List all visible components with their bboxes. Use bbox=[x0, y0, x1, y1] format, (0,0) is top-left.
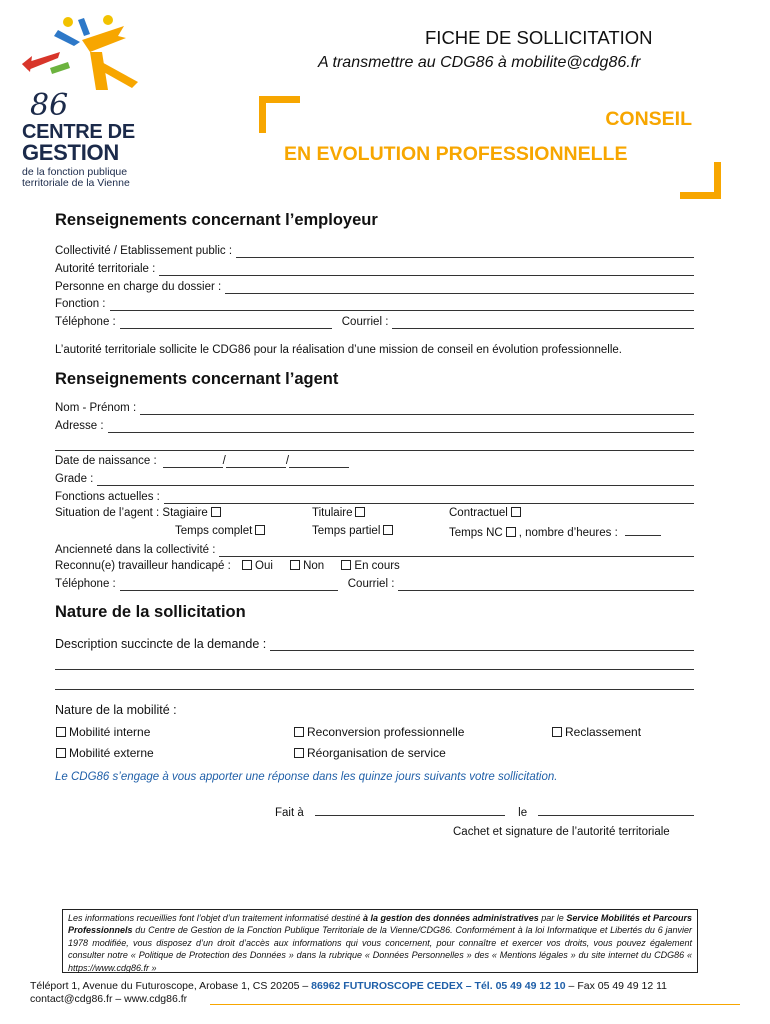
adresse-blank-2[interactable] bbox=[55, 440, 694, 451]
reclassement-checkbox[interactable] bbox=[552, 727, 562, 737]
nature-heading: Nature de la sollicitation bbox=[55, 603, 246, 621]
adresse-line2[interactable] bbox=[55, 437, 694, 451]
description-line2[interactable] bbox=[55, 656, 694, 670]
birth-year-blank[interactable] bbox=[289, 457, 349, 468]
agent-email-blank[interactable] bbox=[398, 580, 694, 591]
mobilite-externe-checkbox[interactable] bbox=[56, 748, 66, 758]
adresse-field[interactable]: Adresse : bbox=[55, 419, 694, 433]
situation-label: Situation de l’agent : Stagiaire bbox=[55, 507, 224, 519]
fonctions-field[interactable]: Fonctions actuelles : bbox=[55, 490, 694, 504]
personne-field[interactable]: Personne en charge du dossier : bbox=[55, 280, 694, 294]
bracket-top-left-icon bbox=[259, 96, 300, 133]
temps-partiel-option: Temps partiel bbox=[312, 525, 396, 537]
birth-day-blank[interactable] bbox=[163, 457, 223, 468]
anciennete-field[interactable]: Ancienneté dans la collectivité : bbox=[55, 543, 694, 557]
heures-blank[interactable] bbox=[625, 525, 661, 536]
description-line3[interactable] bbox=[55, 676, 694, 690]
fonction-field[interactable]: Fonction : bbox=[55, 297, 694, 311]
description-blank-3[interactable] bbox=[55, 679, 694, 690]
employer-statement: L’autorité territoriale sollicite le CDG86 pour la réalisation d’une mission de conseil en évolution professionnelle. bbox=[55, 344, 623, 356]
collectivite-blank[interactable] bbox=[236, 247, 694, 258]
date-blank[interactable] bbox=[538, 805, 694, 816]
nom-blank[interactable] bbox=[140, 404, 694, 415]
fait-a-row: Fait à le bbox=[275, 805, 694, 819]
mobilite-interne-option: Mobilité interne bbox=[53, 725, 150, 739]
form-subtitle: A transmettre au CDG86 à mobilite@cdg86.fr bbox=[318, 54, 641, 71]
autorite-blank[interactable] bbox=[159, 265, 694, 276]
logo-number: 86 bbox=[30, 88, 69, 123]
autorite-field[interactable]: Autorité territoriale : bbox=[55, 262, 694, 276]
reconversion-checkbox[interactable] bbox=[294, 727, 304, 737]
handicape-row: Reconnu(e) travailleur handicapé : Oui Non En cours bbox=[55, 560, 400, 572]
agent-heading: Renseignements concernant l’agent bbox=[55, 370, 339, 388]
mobilite-label: Nature de la mobilité : bbox=[55, 703, 177, 717]
logo-line2: GESTION bbox=[22, 140, 119, 165]
grade-field[interactable]: Grade : bbox=[55, 472, 694, 486]
bracket-bottom-right-icon bbox=[680, 162, 721, 199]
response-note: Le CDG86 s’engage à vous apporter une réponse dans les quinze jours suivants votre sollicitation. bbox=[55, 771, 558, 783]
birth-month-blank[interactable] bbox=[226, 457, 286, 468]
naissance-field[interactable]: Date de naissance : / / bbox=[55, 454, 694, 468]
employer-heading: Renseignements concernant l’employeur bbox=[55, 211, 378, 229]
adresse-blank[interactable] bbox=[108, 422, 694, 433]
reorganisation-checkbox[interactable] bbox=[294, 748, 304, 758]
reclassement-option: Reclassement bbox=[549, 725, 641, 739]
logo-line1: CENTRE DE bbox=[22, 121, 135, 143]
titulaire-option: Titulaire bbox=[312, 507, 368, 519]
temps-partiel-checkbox[interactable] bbox=[383, 525, 393, 535]
collectivite-field[interactable]: Collectivité / Etablissement public : bbox=[55, 244, 694, 258]
description-blank[interactable] bbox=[270, 640, 694, 651]
contractuel-option: Contractuel bbox=[449, 507, 524, 519]
personne-blank[interactable] bbox=[225, 283, 694, 294]
en-cours-checkbox[interactable] bbox=[341, 560, 351, 570]
temps-nc-checkbox[interactable] bbox=[506, 527, 516, 537]
banner-line1: CONSEIL bbox=[605, 108, 692, 130]
anciennete-blank[interactable] bbox=[219, 546, 694, 557]
description-blank-2[interactable] bbox=[55, 659, 694, 670]
mobilite-externe-option: Mobilité externe bbox=[53, 746, 154, 760]
temps-complet-option: Temps complet bbox=[175, 525, 268, 537]
footer-contact[interactable]: contact@cdg86.fr – www.cdg86.fr bbox=[30, 993, 188, 1005]
mobilite-interne-checkbox[interactable] bbox=[56, 727, 66, 737]
nom-field[interactable]: Nom - Prénom : bbox=[55, 401, 694, 415]
contractuel-checkbox[interactable] bbox=[511, 507, 521, 517]
form-title: FICHE DE SOLLICITATION bbox=[425, 27, 653, 48]
description-field[interactable]: Description succincte de la demande : bbox=[55, 637, 694, 651]
employer-email-blank[interactable] bbox=[392, 318, 694, 329]
non-checkbox[interactable] bbox=[290, 560, 300, 570]
logo-tagline: de la fonction publique territoriale de la Vienne bbox=[22, 166, 130, 189]
grade-blank[interactable] bbox=[97, 475, 694, 486]
banner-line2: EN EVOLUTION PROFESSIONNELLE bbox=[284, 143, 628, 165]
titulaire-checkbox[interactable] bbox=[355, 507, 365, 517]
fait-a-blank[interactable] bbox=[315, 805, 505, 816]
temps-complet-checkbox[interactable] bbox=[255, 525, 265, 535]
footer-address: Téléport 1, Avenue du Futuroscope, Arobase 1, CS 20205 – 86962 FUTUROSCOPE CEDEX – Tél. 05 49 49 12 10 – Fax 05 49 49 12 11 bbox=[30, 980, 668, 992]
employer-phone-row: Téléphone : Courriel : bbox=[55, 315, 694, 329]
fonctions-blank[interactable] bbox=[164, 493, 694, 504]
oui-checkbox[interactable] bbox=[242, 560, 252, 570]
employer-phone-blank[interactable] bbox=[120, 318, 332, 329]
reconversion-option: Reconversion professionnelle bbox=[291, 725, 464, 739]
agent-phone-blank[interactable] bbox=[120, 580, 338, 591]
stagiaire-checkbox[interactable] bbox=[211, 507, 221, 517]
legal-notice: Les informations recueillies font l’objet d’un traitement informatisé destiné à la gestion des données administratives par le Service Mobilités et Parcours Professionnels du Centre de Gestion de la Fonction Publique Territoriale de la Vienne/CDG86. Conformément à la loi Informatique et Libertés du 6 janvier 1978 modifiée, vous disposez d’un droit d’accès aux informations qui vous concernent, pour connaître et exercer vos droits, vous pouvez également consulter notre « Politique de Protection des Données » dans la rubrique « Données Personnelles » des « Mentions légales » du site internet du CDG86 « https://www.cdg86.fr » bbox=[62, 909, 698, 973]
agent-phone-row: Téléphone : Courriel : bbox=[55, 577, 694, 591]
fonction-blank[interactable] bbox=[110, 300, 695, 311]
temps-nc-option: Temps NC , nombre d’heures : bbox=[449, 525, 661, 539]
footer-divider bbox=[210, 1004, 740, 1005]
cachet-label: Cachet et signature de l’autorité territoriale bbox=[453, 826, 670, 838]
reorganisation-option: Réorganisation de service bbox=[291, 746, 446, 760]
